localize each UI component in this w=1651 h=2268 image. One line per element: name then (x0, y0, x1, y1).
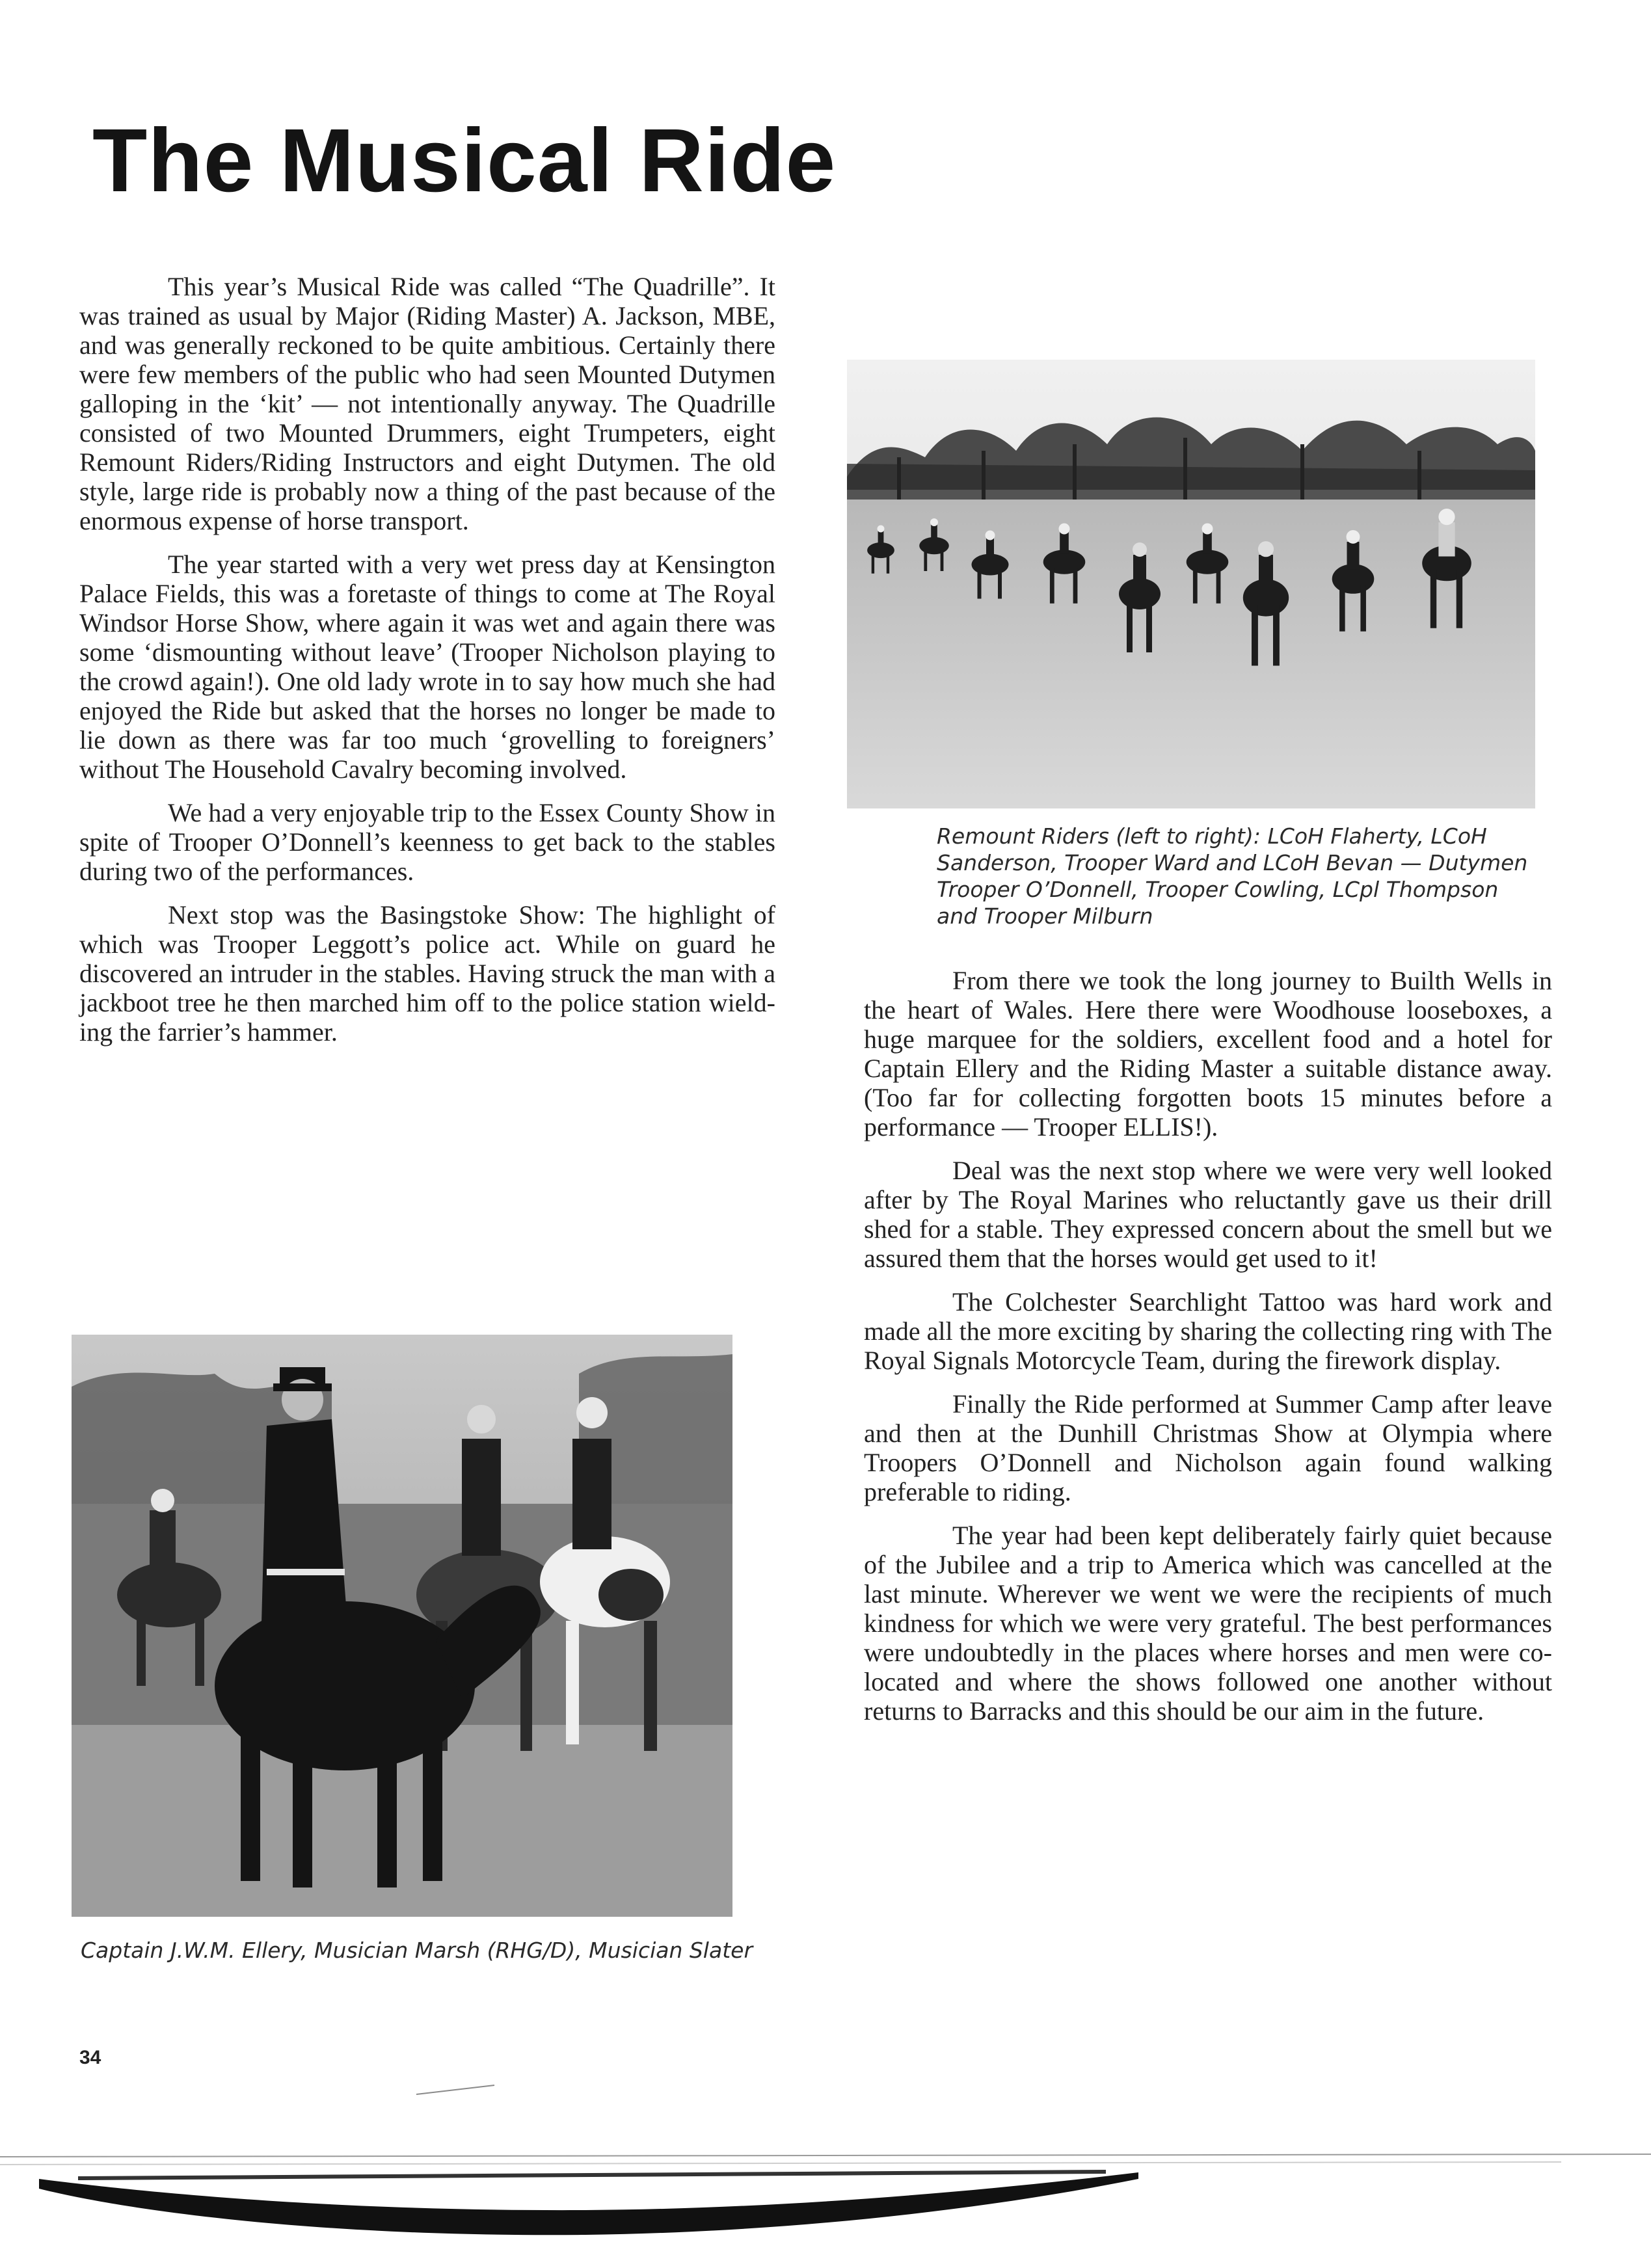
page-number: 34 (79, 2047, 101, 2068)
paragraph: We had a very enjoyable trip to the Essex County Show in spite of Trooper O’Donnell’s keenness to get back to the stables during two of the performances. (79, 798, 775, 886)
paragraph: From there we took the long journey to Builth Wells in the heart of Wales. Here there were Woodhouse looseboxes, a huge marquee for the soldiers, excellent food and a hotel for Captain Ellery and the Riding Master a suitable distance away. (Too far for collecting forgotten boots 15 minutes before a performance — Trooper ELLIS!). (864, 966, 1552, 1141)
scan-edge-shadow (0, 2081, 1651, 2268)
remount-riders-illustration (847, 360, 1535, 808)
paragraph: The Colchester Searchlight Tattoo was hard work and made all the more exciting by sharing the collecting ring with The Royal Signals Motorcycle Team, during the firework display. (864, 1287, 1552, 1375)
captain-ellery-photo (72, 1335, 732, 1917)
paragraph: Finally the Ride performed at Summer Camp after leave and then at the Dunhill Christmas Show at Olympia where Troopers O’Donnell and Nicholson again found walking preferable to riding. (864, 1389, 1552, 1506)
paragraph: The year started with a very wet press day at Kensington Palace Fields, this was a foretaste of things to come at The Royal Windsor Horse Show, where again it was wet and again there was some ‘dismounting without leave’ (Trooper Nicholson playing to the crowd again!). One old lady wrote in to say how much she had enjoyed the Ride but asked that the horses no longer be made to lie down as there was far too much ‘grovelling to foreigners’ without The Household Cavalry becoming involved. (79, 550, 775, 784)
paragraph: The year had been kept deliberately fairly quiet because of the Jubilee and a trip to America which was cancelled at the last minute. Wherever we went we were the recipients of much kindness for which we were very grateful. The best performances were undoubtedly in the places where horses and men were co-located and where the shows followed one another without returns to Barracks and this should be our aim in the future. (864, 1521, 1552, 1726)
paragraph: Next stop was the Basingstoke Show: The highlight of which was Trooper Leggott’s police act. While on guard he discovered an intruder in the stables. Having struck the man with a jackboot tree he then marched him off to the police station wielding the farrier’s hammer. (79, 900, 775, 1047)
bottom-photo-caption: Captain J.W.M. Ellery, Musician Marsh (RHG/D), Musician Slater (81, 1938, 753, 1963)
page-title: The Musical Ride (92, 111, 837, 211)
paragraph: This year’s Musical Ride was called “The Quadrille”. It was trained as usual by Major (Riding Master) A. Jackson, MBE, and was generally reckoned to be quite ambitious. Certainly there were few members of the public who had seen Mounted Dutymen galloping in the ‘kit’ — not intentionally anyway. The Quadrille consisted of two Mounted Drummers, eight Trumpeters, eight Remount Riders/Riding Instructors and eight Dutymen. The old style, large ride is probably now a thing of the past because of the enormous expense of horse transport. (79, 272, 775, 535)
paragraph: Deal was the next stop where we were very well looked after by The Royal Marines who reluctantly gave us their drill shed for a stable. They expressed concern about the smell but we assured them that the horses would get used to it! (864, 1156, 1552, 1273)
remount-riders-photo (847, 360, 1535, 808)
right-text-column (864, 966, 1552, 1740)
left-text-column (79, 272, 775, 1061)
top-photo-caption: Remount Riders (left to right): LCoH Flaherty, LCoH Sanderson, Trooper Ward and LCoH Bevan — Dutymen Trooper O’Donnell, Trooper Cowling, LCpl Thompson and Trooper Milburn (937, 823, 1528, 929)
captain-ellery-illustration (72, 1335, 732, 1917)
